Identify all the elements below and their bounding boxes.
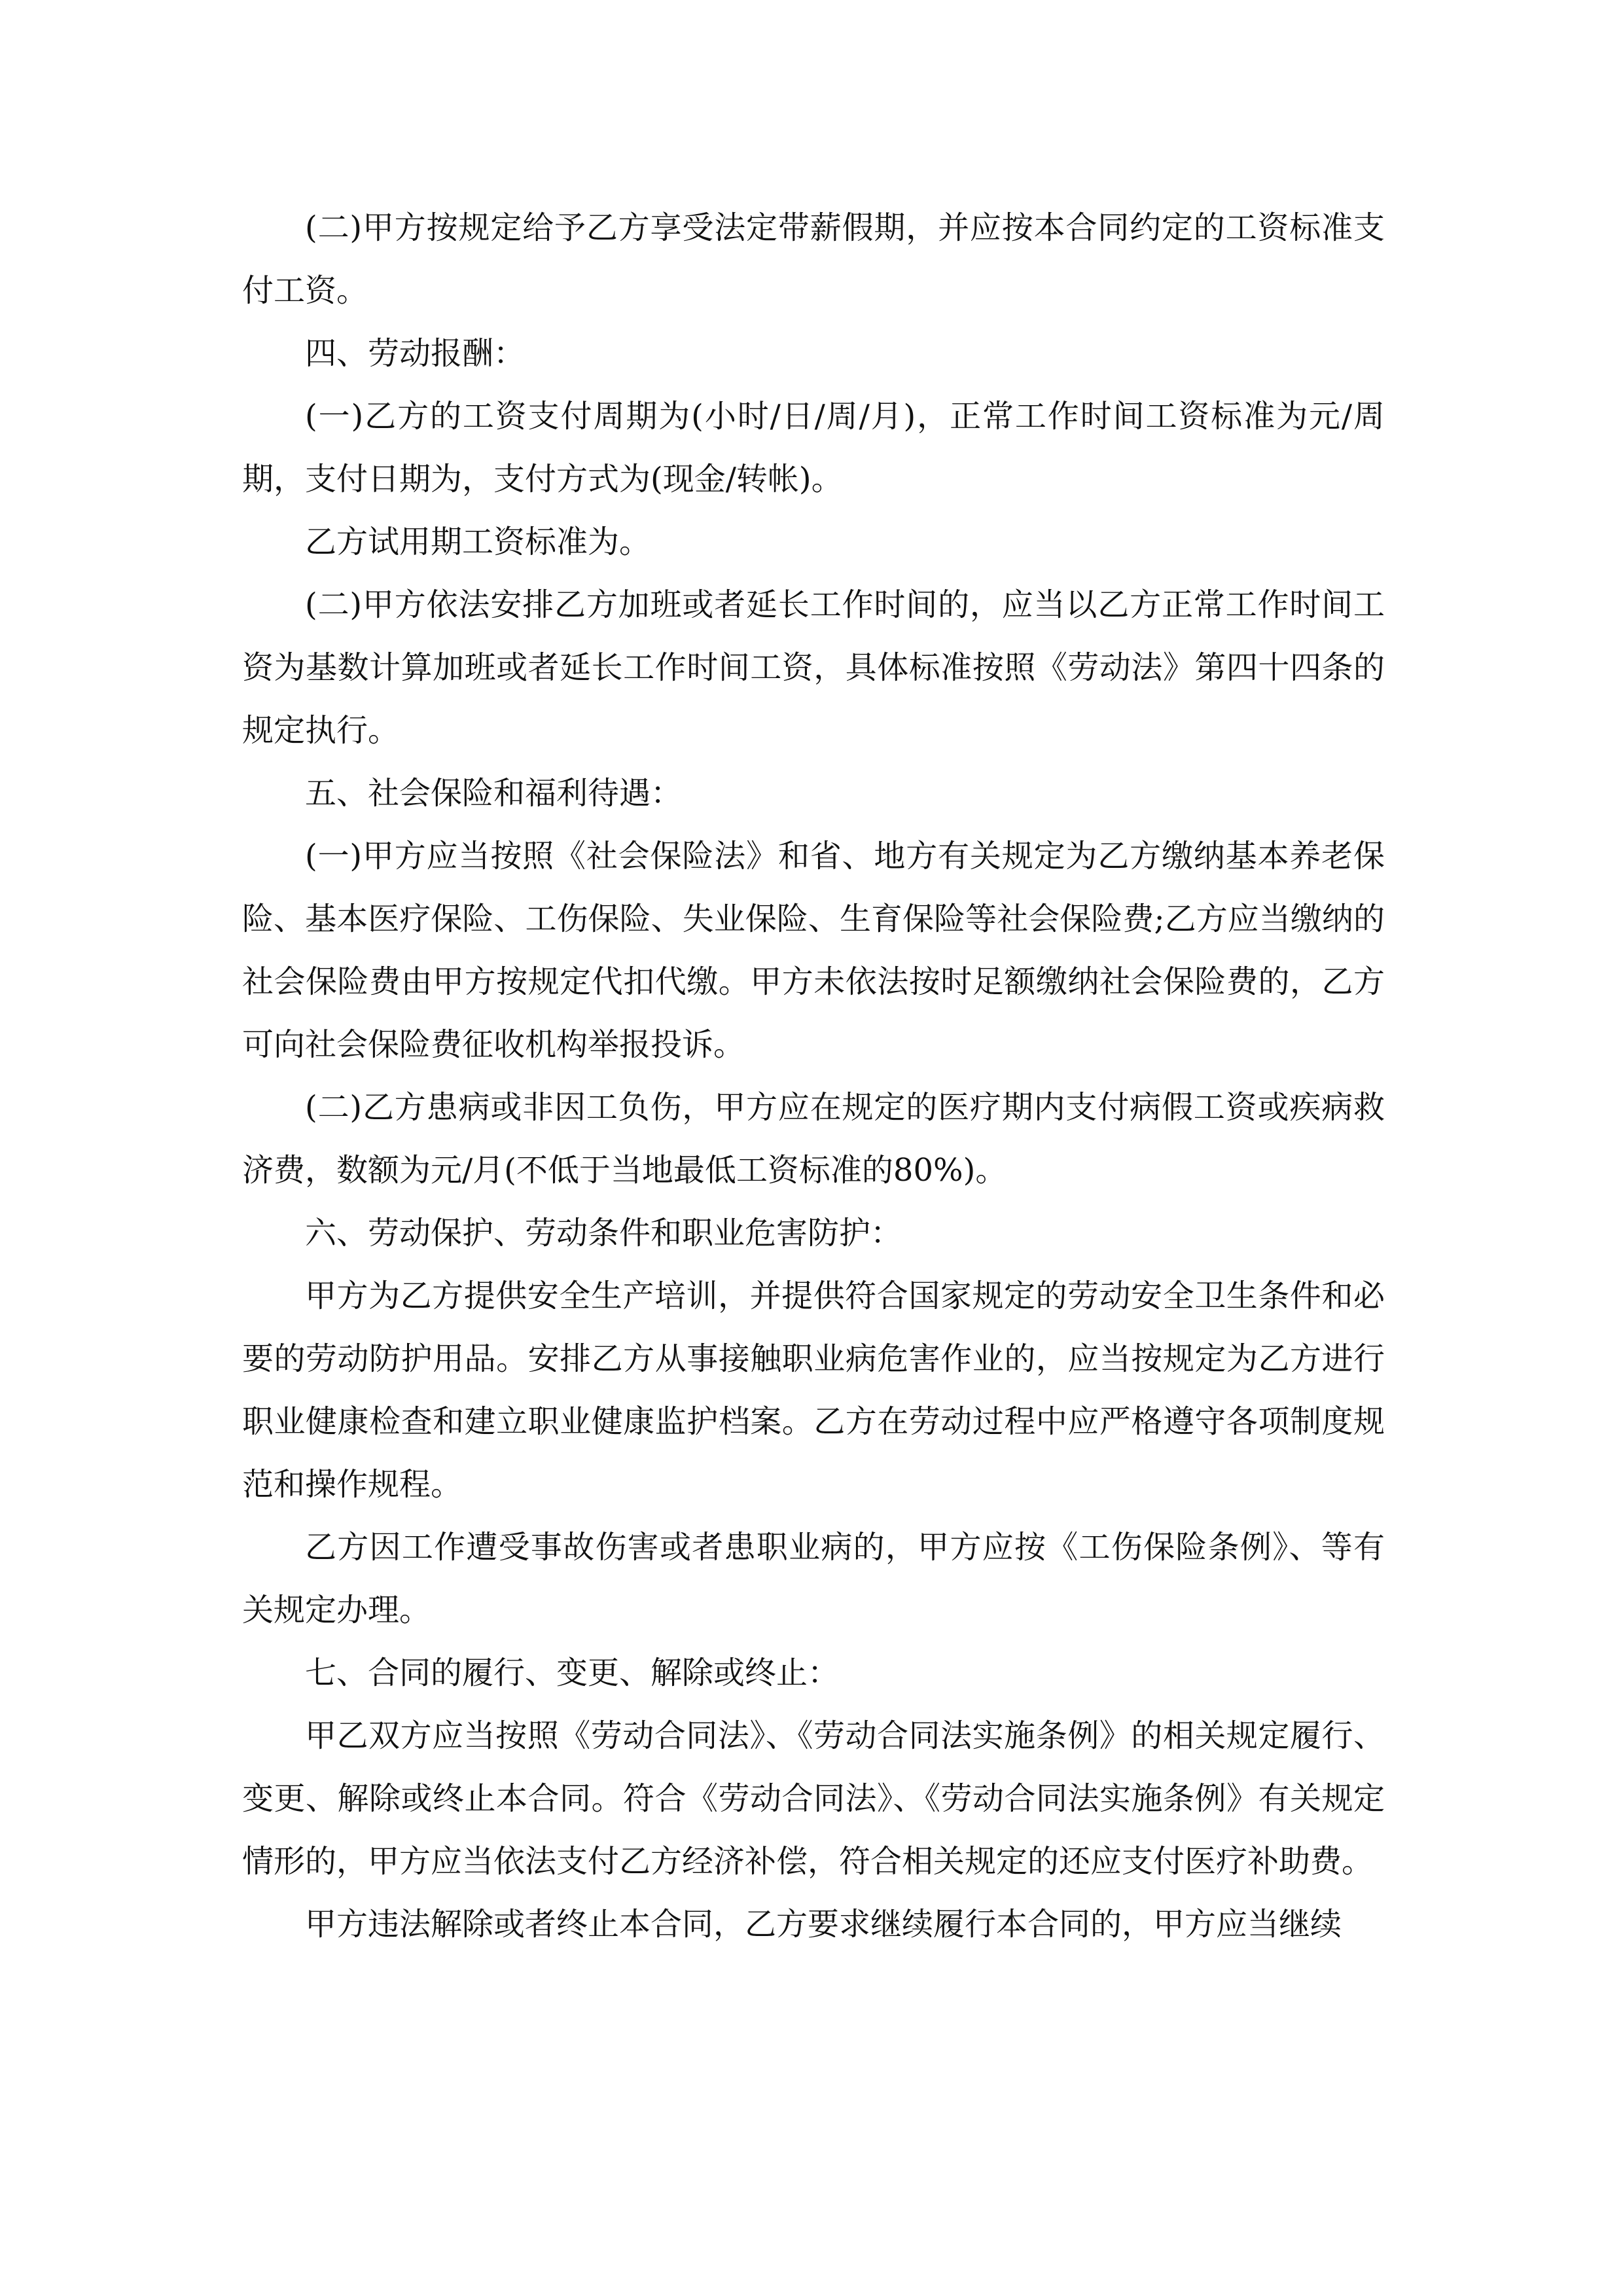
document-body: [242, 196, 1385, 1956]
paragraph-paid-leave: (二)甲方按规定给予乙方享受法定带薪假期，并应按本合同约定的工资标准支付工资。: [242, 209, 1385, 309]
paragraph-probation-pay: 乙方试用期工资标准为。: [305, 524, 651, 560]
paragraph-pay-cycle: (一)乙方的工资支付周期为(小时/日/周/月)，正常工作时间工资标准为元/周期，支付日期为，支付方式为(现金/转帐)。: [242, 398, 1385, 497]
paragraph-sick-pay: (二)乙方患病或非因工负伤，甲方应在规定的医疗期内支付病假工资或疾病救济费，数额为元/月(不低于当地最低工资标准的80%)。: [242, 1089, 1385, 1189]
paragraph-work-injury: 乙方因工作遭受事故伤害或者患职业病的，甲方应按《工伤保险条例》、等有关规定办理。: [242, 1529, 1385, 1628]
paragraph-insurance-contribution: (一)甲方应当按照《社会保险法》和省、地方有关规定为乙方缴纳基本养老保险、基本医疗保险、工伤保险、失业保险、生育保险等社会保险费;乙方应当缴纳的社会保险费由甲方按规定代扣代缴。甲方未依法按时足额缴纳社会保险费的，乙方可向社会保险费征收机构举报投诉。: [242, 838, 1385, 1063]
heading-labor-protection: 六、劳动保护、劳动条件和职业危害防护：: [305, 1215, 902, 1251]
paragraph-overtime: (二)甲方依法安排乙方加班或者延长工作时间的，应当以乙方正常工作时间工资为基数计算加班或者延长工作时间工资，具体标准按照《劳动法》第四十四条的规定执行。: [242, 586, 1385, 749]
heading-contract-performance: 七、合同的履行、变更、解除或终止：: [305, 1655, 840, 1691]
heading-remuneration: 四、劳动报酬：: [305, 335, 526, 372]
paragraph-safety-training: 甲方为乙方提供安全生产培训，并提供符合国家规定的劳动安全卫生条件和必要的劳动防护用品。安排乙方从事接触职业病危害作业的，应当按规定为乙方进行职业健康检查和建立职业健康监护档案。乙方在劳动过程中应严格遵守各项制度规范和操作规程。: [242, 1278, 1385, 1503]
paragraph-illegal-termination: 甲方违法解除或者终止本合同，乙方要求继续履行本合同的，甲方应当继续: [305, 1906, 1342, 1943]
paragraph-contract-changes: 甲乙双方应当按照《劳动合同法》、《劳动合同法实施条例》的相关规定履行、变更、解除或终止本合同。符合《劳动合同法》、《劳动合同法实施条例》有关规定情形的，甲方应当依法支付乙方经济补偿，符合相关规定的还应支付医疗补助费。: [242, 1717, 1385, 1880]
heading-social-insurance: 五、社会保险和福利待遇：: [305, 775, 683, 812]
